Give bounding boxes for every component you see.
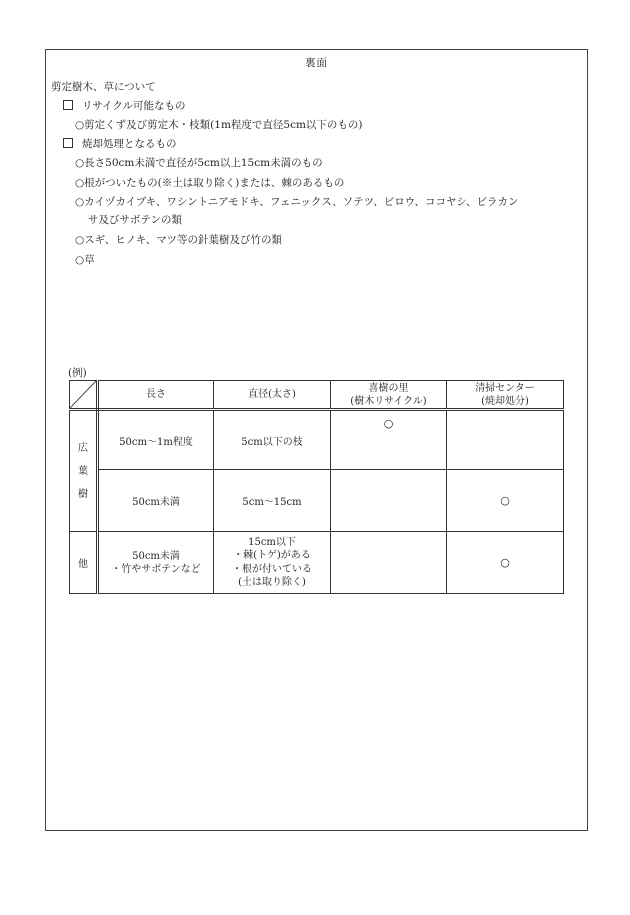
list-item: ○スギ、ヒノキ、マツ等の針葉樹及び竹の類 [75, 234, 282, 246]
recyclable-section [63, 99, 186, 113]
list-item: ○根がついたもの(※土は取り除く)または、棘のあるもの [75, 177, 345, 189]
header-center-line2: (焼却処分) [481, 395, 529, 407]
incineration-section [63, 137, 177, 151]
cell-diameter [214, 532, 331, 594]
cell-center-mark: ○ [447, 532, 564, 594]
diagonal-line [70, 381, 96, 408]
section-title-recyclable: リサイクル可能なもの [82, 100, 186, 112]
checkbox-icon [63, 100, 73, 110]
header-recycle-line1: 喜樹の里 [368, 382, 409, 394]
cell-length: 50cm～1m程度 [98, 410, 214, 470]
cell-center-mark [447, 410, 564, 470]
cell-diameter-line: ・根が付いている [232, 563, 312, 575]
table-row [70, 470, 564, 532]
example-label: (例) [68, 367, 87, 379]
header-center [447, 381, 564, 410]
cell-center-mark: ○ [447, 470, 564, 532]
group-char: 広 [78, 442, 88, 454]
table-row [70, 410, 564, 470]
header-recycle-line2: (樹木リサイクル) [350, 395, 427, 407]
table-header-row [70, 381, 564, 410]
header-diameter: 直径(太さ) [214, 381, 331, 410]
group-char: 葉 [78, 465, 88, 477]
list-item: ○長さ50cm未満で直径が5cm以上15cm未満のもの [75, 157, 323, 169]
list-item-continuation: サ及びサボテンの類 [88, 214, 182, 226]
cell-length-line: 50cm未満 [132, 550, 180, 562]
list-item: ○草 [75, 254, 95, 266]
cell-recycle-mark [331, 470, 447, 532]
cell-diameter-line: ・棘(トゲ)がある [233, 550, 311, 561]
cell-diameter: 5cm～15cm [214, 470, 331, 532]
cell-recycle-mark [331, 532, 447, 594]
group-char: 樹 [78, 488, 88, 500]
cell-length [98, 532, 214, 594]
cell-diameter-line: (土は取り除く) [238, 577, 306, 588]
group-other: 他 [70, 532, 98, 594]
checkbox-icon [63, 138, 73, 148]
cell-diameter-line: 15cm以下 [248, 536, 296, 548]
cell-diameter: 5cm以下の枝 [214, 410, 331, 470]
header-recycle [331, 381, 447, 410]
example-table [69, 380, 564, 594]
header-length: 長さ [98, 381, 214, 410]
cell-recycle-mark: ○ [331, 410, 447, 470]
group-broadleaf [70, 410, 98, 532]
header-center-line1: 清掃センター [475, 382, 535, 394]
cell-length: 50cm未満 [98, 470, 214, 532]
list-item: ○剪定くず及び剪定木・枝類(1m程度で直径5cm以下のもの) [75, 119, 363, 131]
cell-length-line: ・竹やサボテンなど [111, 563, 201, 575]
section-title-incineration: 焼却処理となるもの [82, 138, 177, 150]
list-item: ○カイヅカイブキ、ワシントニアモドキ、フェニックス、ソテツ、ビロウ、ココヤシ、ビラカン [75, 196, 519, 208]
section-heading: 剪定樹木、草について [51, 81, 156, 93]
table-row [70, 532, 564, 594]
page-title: 裏面 [305, 57, 328, 69]
header-corner-cell [70, 381, 98, 410]
